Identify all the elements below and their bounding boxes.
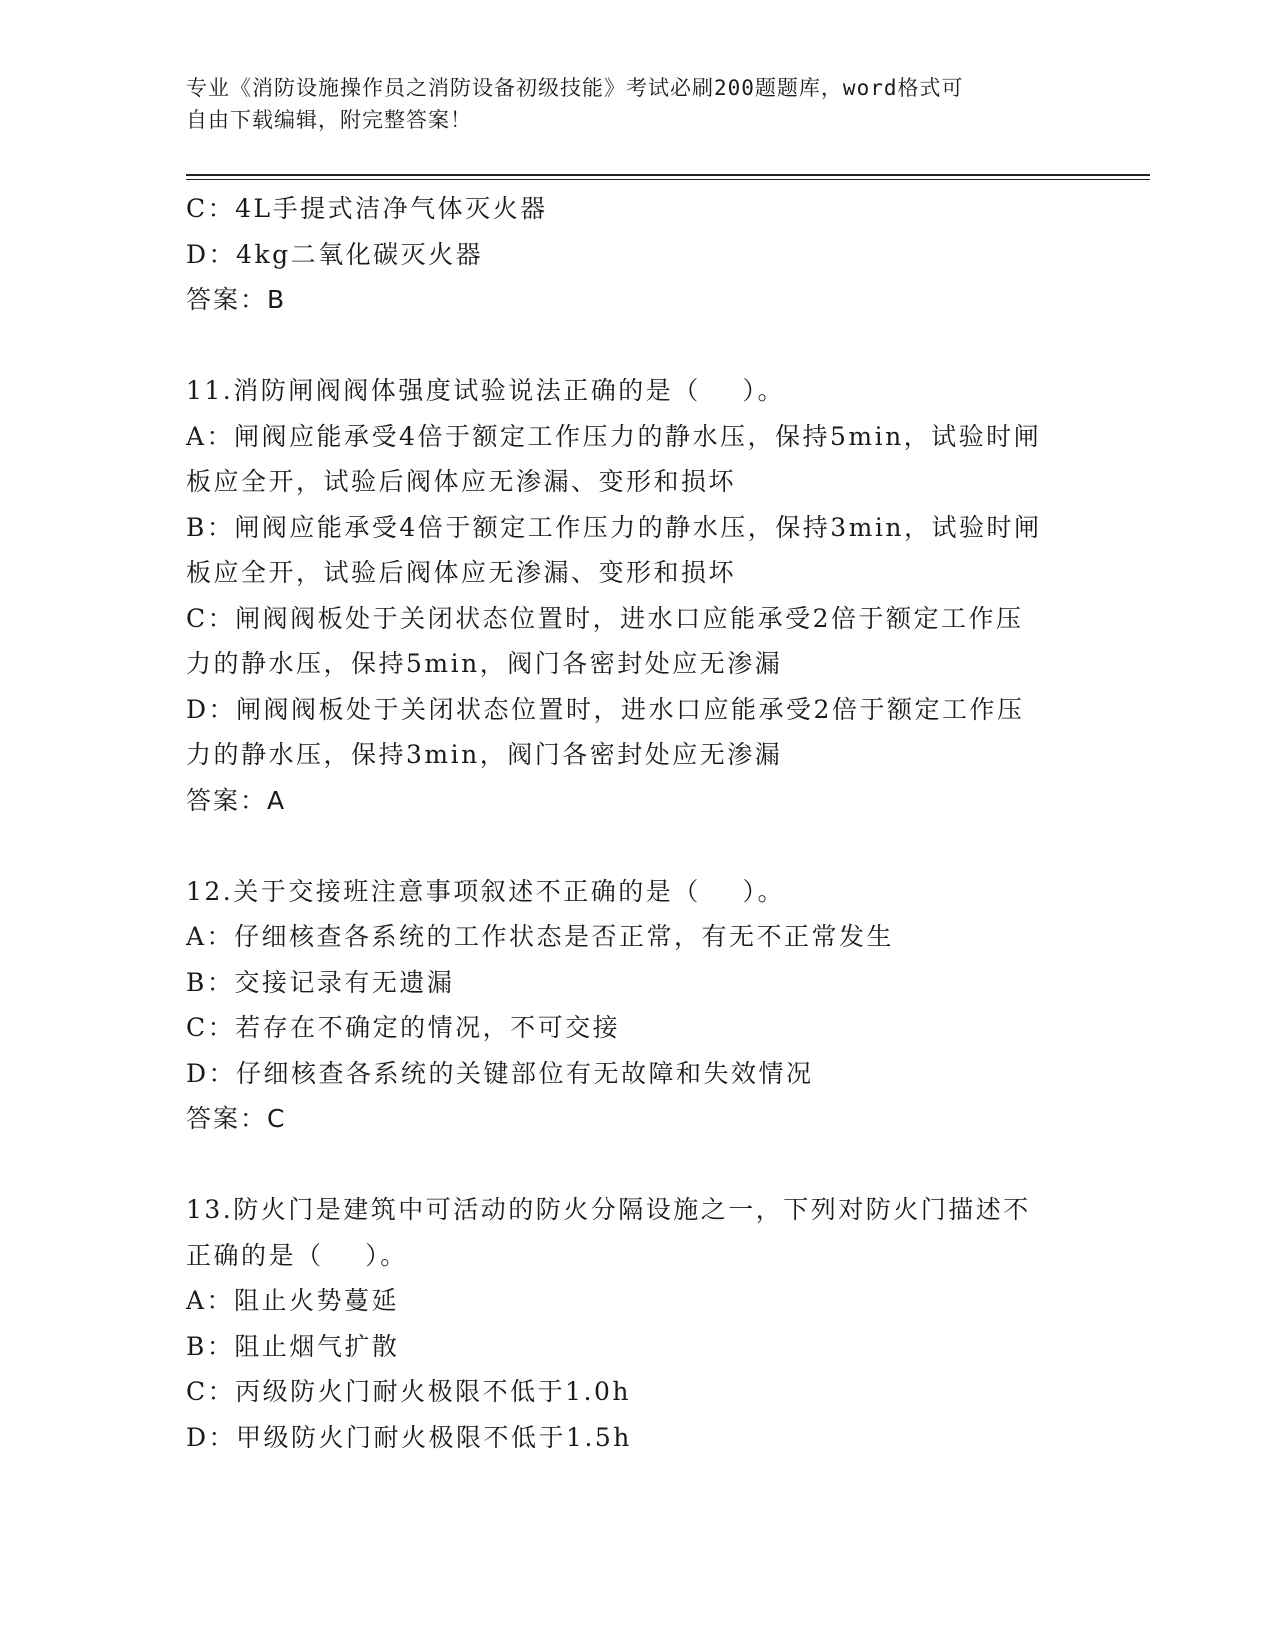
- option-a-line-2: 板应全开，试验后阀体应无渗漏、变形和损坏: [186, 467, 737, 496]
- question-stem: 12.关于交接班注意事项叙述不正确的是（ ）。: [186, 876, 786, 906]
- spacer: [186, 1142, 1086, 1188]
- option-c: C：4L手提式洁净气体灭火器: [186, 194, 548, 223]
- option-c-line-1: C：闸阀阀板处于关闭状态位置时，进水口应能承受2倍于额定工作压: [186, 603, 1024, 633]
- document-body: [186, 186, 1086, 1460]
- option-b: B：阻止烟气扩散: [186, 1331, 400, 1361]
- header-divider-thick: [186, 174, 1150, 176]
- option-a-line-1: A：闸阀应能承受4倍于额定工作压力的静水压，保持5min，试验时闸: [186, 421, 1042, 451]
- option-d: D：甲级防火门耐火极限不低于1.5h: [186, 1422, 632, 1452]
- answer-line: 答案：B: [186, 285, 287, 314]
- option-c-line-2: 力的静水压，保持5min，阀门各密封处应无渗漏: [186, 649, 783, 678]
- spacer: [186, 323, 1086, 369]
- option-d: D：4kg二氧化碳灭火器: [186, 239, 484, 269]
- option-d-line-1: D：闸阀阀板处于关闭状态位置时，进水口应能承受2倍于额定工作压: [186, 694, 1025, 724]
- option-a: A：仔细核查各系统的工作状态是否正常，有无不正常发生: [186, 922, 895, 951]
- document-header: [186, 72, 1066, 136]
- option-b-line-2: 板应全开，试验后阀体应无渗漏、变形和损坏: [186, 558, 737, 587]
- question-stem-line-2: 正确的是（ ）。: [186, 1240, 408, 1270]
- question-13: [186, 1187, 1086, 1460]
- question-stem: 11.消防闸阀阀体强度试验说法正确的是（ ）。: [186, 376, 786, 405]
- question-stem-line-1: 13.防火门是建筑中可活动的防火分隔设施之一，下列对防火门描述不: [186, 1195, 1031, 1224]
- option-d-line-2: 力的静水压，保持3min，阀门各密封处应无渗漏: [186, 740, 783, 769]
- answer-line: 答案：A: [186, 785, 287, 815]
- header-line-2: 自由下载编辑，附完整答案！: [186, 108, 472, 132]
- header-divider-thin: [186, 179, 1150, 180]
- question-12: [186, 869, 1086, 1142]
- option-b-line-1: B：闸阀应能承受4倍于额定工作压力的静水压，保持3min，试验时闸: [186, 512, 1042, 542]
- option-c: C：丙级防火门耐火极限不低于1.0h: [186, 1377, 631, 1406]
- spacer: [186, 823, 1086, 869]
- option-c: C：若存在不确定的情况，不可交接: [186, 1013, 621, 1042]
- question-11: [186, 368, 1086, 823]
- header-line-1: 专业《消防设施操作员之消防设备初级技能》考试必刷200题题库，word格式可: [186, 76, 964, 100]
- question-10-tail: [186, 186, 1086, 323]
- answer-line: 答案：C: [186, 1104, 287, 1133]
- option-a: A：阻止火势蔓延: [186, 1286, 400, 1315]
- option-b: B：交接记录有无遗漏: [186, 967, 455, 997]
- option-d: D：仔细核查各系统的关键部位有无故障和失效情况: [186, 1058, 814, 1088]
